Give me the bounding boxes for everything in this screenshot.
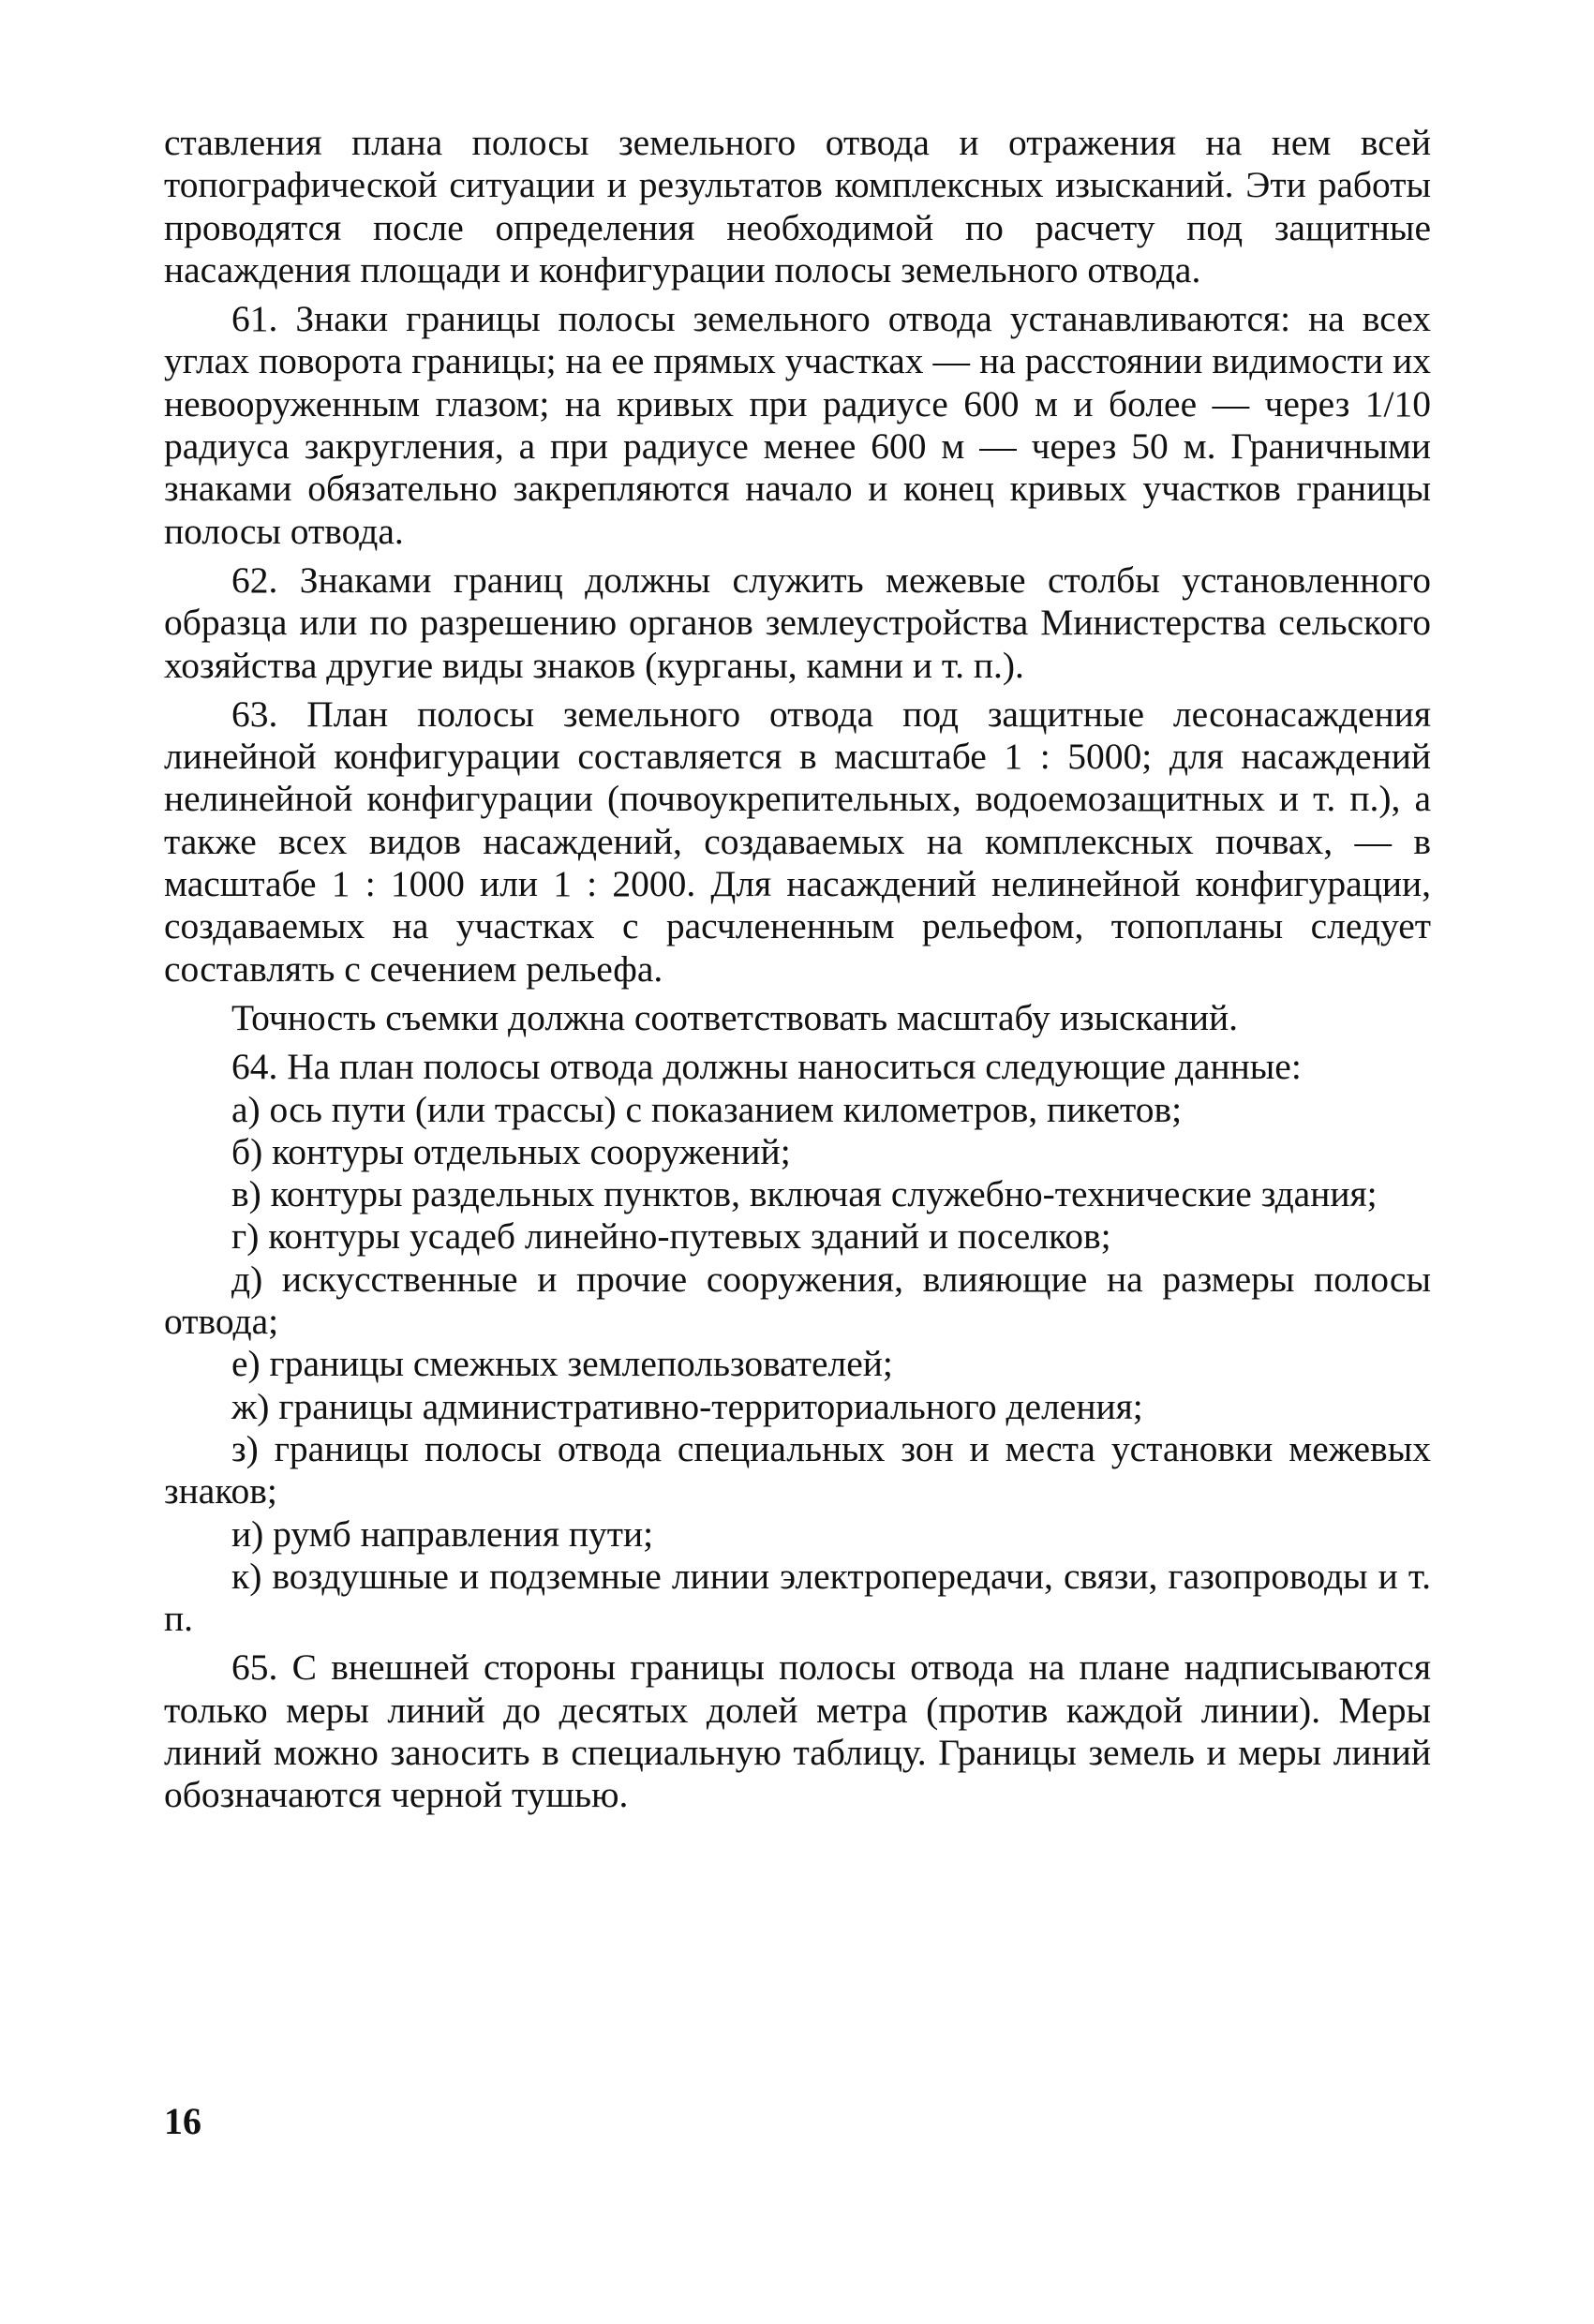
paragraph-63-accuracy: Точность съемки должна соответствовать масштабу изысканий.	[231, 996, 1238, 1038]
list-item-b: б) контуры отдельных сооружений;	[231, 1130, 791, 1172]
paragraph-61: 61. Знаки границы полосы земельного отвода устанавливаются: на всех углах поворота границы; на ее прямых участках — на расстоянии видимости их невооруженным глазом; на кривых при радиусе 600 м и более — через 1/10 радиуса закругления, а при радиусе менее 600 м — через 50 м. Граничными знаками обязательно закрепляются начало и конец кривых участков границы полосы отвода.	[164, 298, 1431, 552]
list-item-i: и) румб направления пути;	[231, 1512, 654, 1555]
paragraph-63: 63. План полосы земельного отвода под защитные лесонасаждения линейной конфигурации составляется в масштабе 1 : 5000; для насаждений нелинейной конфигурации (почвоукрепительных, водоемозащитных и т. п.), а также всех видов насаждений, создаваемых на комплексных почвах, — в масштабе 1 : 1000 или 1 : 2000. Для насаждений нелинейной конфигурации, создаваемых на участках с расчлененным рельефом, топопланы следует составлять с сечением рельефа.	[164, 693, 1431, 990]
list-item-d: д) искусственные и прочие сооружения, влияющие на размеры полосы отвода;	[164, 1258, 1431, 1343]
list-item-zh: ж) границы административно-территориального деления;	[231, 1385, 1143, 1427]
list-item-e: е) границы смежных землепользователей;	[231, 1343, 893, 1385]
list-item-v: в) контуры раздельных пунктов, включая служебно-технические здания;	[231, 1173, 1378, 1215]
paragraph-62: 62. Знаками границ должны служить межевые столбы установленного образца или по разрешению органов землеустройства Министерства сельского хозяйства другие виды знаков (курганы, камни и т. п.).	[164, 559, 1431, 686]
page-number: 16	[164, 2100, 201, 2142]
paragraph-65: 65. С внешней стороны границы полосы отвода на плане надписываются только меры линий до десятых долей метра (против каждой линии). Меры линий можно заносить в специальную таблицу. Границы земель и меры линий обозначаются черной тушью.	[164, 1646, 1431, 1816]
list-item-k: к) воздушные и подземные линии электропередачи, связи, газопроводы и т. п.	[164, 1555, 1431, 1640]
document-page	[164, 122, 1431, 1824]
list-item-a: а) ось пути (или трассы) с показанием километров, пикетов;	[231, 1088, 1183, 1130]
paragraph-continuation: ставления плана полосы земельного отвода и отражения на нем всей топографической ситуации и результатов комплексных изысканий. Эти работы проводятся после определения необходимой по расчету под защитные насаждения площади и конфигурации полосы земельного отвода.	[164, 122, 1431, 290]
list-item-g: г) контуры усадеб линейно-путевых зданий и поселков;	[231, 1215, 1111, 1258]
list-item-z: з) границы полосы отвода специальных зон и места установки межевых знаков;	[164, 1427, 1431, 1512]
paragraph-64: 64. На план полосы отвода должны наноситься следующие данные:	[231, 1046, 1302, 1088]
